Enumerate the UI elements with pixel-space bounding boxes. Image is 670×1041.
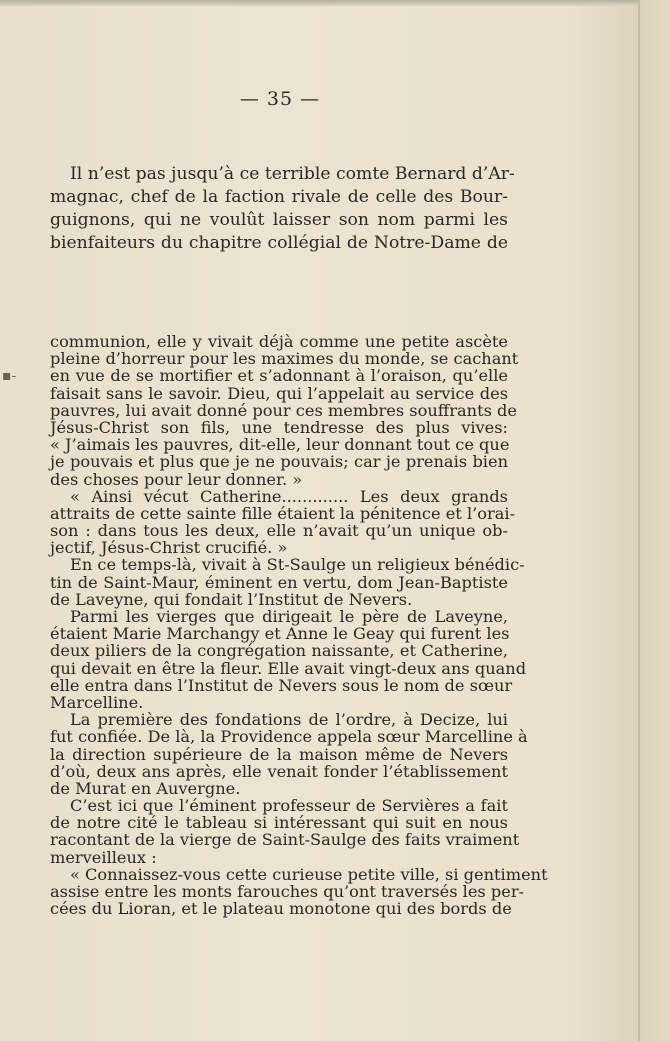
text-line: merveilleux : (50, 847, 157, 867)
text-line: je pouvais et plus que je ne pouvais; car je prenais bien (50, 452, 508, 472)
text-line: étaient Marie Marchangy et Anne le Geay qui furent les (50, 624, 510, 644)
text-line: « J’aimais les pauvres, dit-elle, leur donnant tout ce que (50, 435, 510, 455)
page-number: — 35 — (239, 88, 321, 110)
text-line: faisait sans le savoir. Dieu, qui l’appelait au service des (50, 383, 508, 403)
text-line: magnac, chef de la faction rivale de celle des Bour- (50, 187, 508, 207)
margin-mark-icon: ▪‑ (2, 368, 17, 384)
text-line: tin de Saint-Maur, éminent en vertu, dom Jean-Baptiste (50, 572, 508, 592)
text-line: communion, elle y vivait déjà comme une petite ascète (50, 332, 508, 351)
text-line: racontant de la vierge de Saint-Saulge des faits vraiment (50, 830, 520, 850)
text-line: Marcelline. (50, 692, 144, 712)
text-line: Parmi les vierges que dirigeait le père de Laveyne, (70, 607, 508, 626)
text-line: assise entre les monts farouches qu’ont traversés les per- (50, 882, 525, 901)
text-line: guignons, qui ne voulût laisser son nom parmi les (50, 210, 508, 230)
text-line: fut confiée. De là, la Providence appela sœur Marcelline à (50, 727, 528, 747)
text-line: bienfaiteurs du chapitre collégial de Notre-Dame de (50, 233, 508, 253)
text-block-top (50, 163, 515, 255)
text-block-main (50, 332, 548, 919)
text-line: pauvres, lui avait donné pour ces membres souffrants de (50, 400, 518, 420)
text-line: « Ainsi vécut Catherine............. Les deux grands (70, 486, 508, 506)
text-line: de Murat en Auvergne. (50, 778, 241, 798)
text-line: En ce temps-là, vivait à St-Saulge un religieux bénédic- (70, 555, 525, 575)
text-line: jectif, Jésus-Christ crucifié. » (50, 538, 288, 558)
text-line: son : dans tous les deux, elle n’avait qu’un unique ob- (50, 521, 508, 541)
text-line: d’où, deux ans après, elle venait fonder l’établissement (50, 761, 508, 781)
text-line: Il n’est pas jusqu’à ce terrible comte Bernard d’Ar- (70, 164, 515, 184)
text-line: de notre cité le tableau si intéressant qui suit en nous (50, 813, 508, 833)
text-line: attraits de cette sainte fille étaient la pénitence et l’orai- (50, 503, 516, 523)
page-right-margin (640, 0, 670, 1041)
text-line: pleine d’horreur pour les maximes du monde, se cachant (50, 349, 519, 369)
text-line: elle entra dans l’Institut de Nevers sous le nom de sœur (50, 675, 513, 695)
text-line: de Laveyne, qui fondait l’Institut de Nevers. (50, 589, 413, 609)
page-top-edge (0, 0, 670, 6)
text-line: La première des fondations de l’ordre, à Decize, lui (70, 710, 508, 730)
text-line: deux piliers de la congrégation naissante, et Catherine, (50, 641, 508, 661)
text-line: qui devait en être la fleur. Elle avait vingt-deux ans quand (50, 658, 527, 678)
text-line: cées du Lioran, et le plateau monotone qui des bords de (50, 899, 512, 919)
text-line: la direction supérieure de la maison même de Nevers (50, 744, 508, 764)
text-line: en vue de se mortifier et s’adonnant à l’oraison, qu’elle (50, 366, 508, 386)
page-fold-line (638, 0, 640, 1041)
text-line: Jésus-Christ son fils, une tendresse des plus vives: (50, 417, 508, 437)
text-line: « Connaissez-vous cette curieuse petite ville, si gentiment (70, 864, 548, 884)
text-line: C’est ici que l’éminent professeur de Servières a fait (70, 796, 508, 816)
text-line: des choses pour leur donner. » (50, 469, 303, 489)
